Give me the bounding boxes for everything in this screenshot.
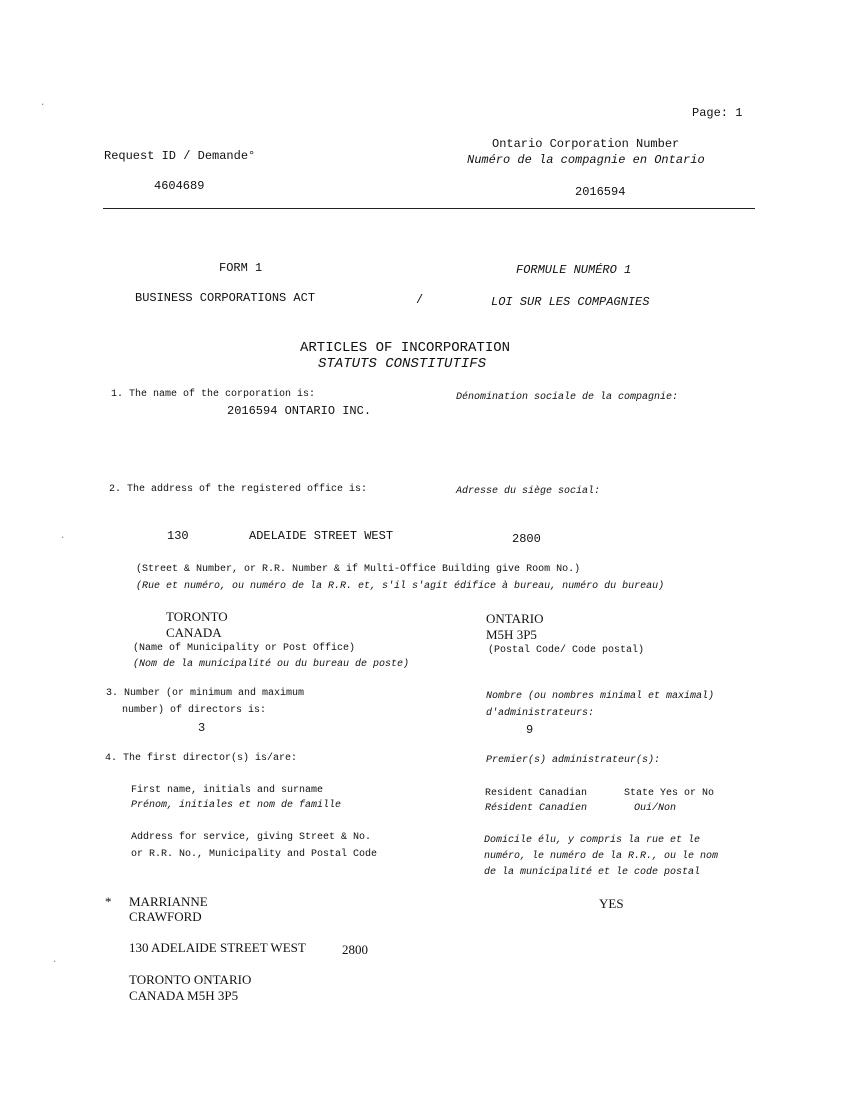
scan-mark: · <box>60 533 66 543</box>
municipality-hint-en: (Name of Municipality or Post Office) <box>133 643 356 654</box>
directors-count-label-fr-1: Nombre (ou nombres minimal et maximal) <box>486 691 715 702</box>
office-city: TORONTO <box>166 609 228 624</box>
director-suite: 2800 <box>342 942 368 957</box>
service-address-label-fr-2: numéro, le numéro de la R.R., ou le nom <box>484 851 719 862</box>
name-column-label-fr: Prénom, initiales et nom de famille <box>131 800 342 811</box>
page-number: Page: 1 <box>692 106 743 120</box>
director-first-name: MARRIANNE <box>129 894 208 909</box>
address-label-fr: Adresse du siège social: <box>456 486 601 497</box>
director-resident-answer: YES <box>599 896 624 911</box>
directors-count-value-fr: 9 <box>526 723 534 737</box>
corp-number-value: 2016594 <box>575 185 626 199</box>
act-name-fr: LOI SUR LES COMPAGNIES <box>491 295 650 309</box>
first-directors-label-en: 4. The first director(s) is/are: <box>105 753 298 764</box>
directors-count-label-fr-2: d'administrateurs: <box>486 708 595 719</box>
director-street: 130 ADELAIDE STREET WEST <box>129 940 306 955</box>
corp-name-label-en: 1. The name of the corporation is: <box>111 389 316 400</box>
directors-count-label-en-2: number) of directors is: <box>122 705 267 716</box>
corp-name-value: 2016594 ONTARIO INC. <box>227 404 372 418</box>
street-hint-fr: (Rue et numéro, ou numéro de la R.R. et, s'il s'agit édifice à bureau, numéro du bureau) <box>136 581 665 592</box>
name-column-label-en: First name, initials and surname <box>131 785 324 796</box>
director-last-name: CRAWFORD <box>129 909 202 924</box>
corp-number-label-en: Ontario Corporation Number <box>492 137 680 151</box>
request-id-label: Request ID / Demande° <box>104 149 256 163</box>
office-postal-code: M5H 3P5 <box>486 627 537 642</box>
scan-mark: · <box>40 100 46 110</box>
directors-count-value-en: 3 <box>198 721 206 735</box>
office-country: CANADA <box>166 625 222 640</box>
office-suite: 2800 <box>512 532 541 546</box>
yes-no-label-fr: Oui/Non <box>634 803 677 814</box>
municipality-hint-fr: (Nom de la municipalité ou du bureau de poste) <box>133 659 410 670</box>
header-divider <box>103 208 755 209</box>
document-title-fr: STATUTS CONSTITUTIFS <box>318 356 487 372</box>
act-separator: / <box>416 293 424 307</box>
form-number-en: FORM 1 <box>219 261 263 275</box>
directors-count-label-en-1: 3. Number (or minimum and maximum <box>106 688 305 699</box>
director-city: TORONTO ONTARIO <box>129 972 252 987</box>
form-number-fr: FORMULE NUMÉRO 1 <box>516 263 632 277</box>
service-address-label-fr-3: de la municipalité et le code postal <box>484 867 701 878</box>
address-label-en: 2. The address of the registered office is: <box>109 484 368 495</box>
service-address-label-en-2: or R.R. No., Municipality and Postal Code <box>131 849 378 860</box>
office-street-number: 130 <box>167 529 189 543</box>
corp-number-label-fr: Numéro de la compagnie en Ontario <box>467 153 705 167</box>
first-directors-label-fr: Premier(s) administrateur(s): <box>486 755 661 766</box>
office-province: ONTARIO <box>486 611 544 626</box>
yes-no-label-en: State Yes or No <box>624 788 715 799</box>
street-hint-en: (Street & Number, or R.R. Number & if Multi-Office Building give Room No.) <box>136 564 581 575</box>
corp-name-label-fr: Dénomination sociale de la compagnie: <box>456 392 679 403</box>
service-address-label-fr-1: Domicile élu, y compris la rue et le <box>484 835 701 846</box>
office-street-name: ADELAIDE STREET WEST <box>249 529 394 543</box>
resident-label-en: Resident Canadian <box>485 788 588 799</box>
postal-code-hint: (Postal Code/ Code postal) <box>488 645 645 656</box>
request-id-value: 4604689 <box>154 179 205 193</box>
service-address-label-en-1: Address for service, giving Street & No. <box>131 832 372 843</box>
act-name-en: BUSINESS CORPORATIONS ACT <box>135 291 316 305</box>
resident-label-fr: Résident Canadien <box>485 803 588 814</box>
document-title-en: ARTICLES OF INCORPORATION <box>300 340 511 356</box>
director-marker: * <box>105 894 112 909</box>
director-country-postal: CANADA M5H 3P5 <box>129 988 239 1003</box>
scan-mark: · <box>52 957 58 967</box>
